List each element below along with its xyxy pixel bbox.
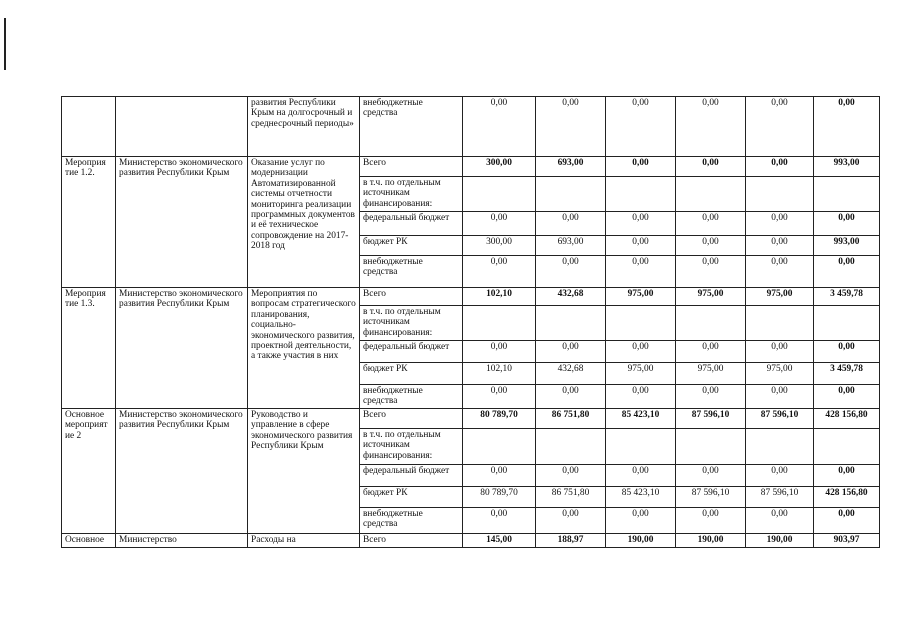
- year-value-cell: 0,00: [463, 97, 536, 157]
- year-value-cell: 0,00: [746, 464, 814, 486]
- year-value-cell: 0,00: [463, 507, 536, 533]
- year-value-cell: 0,00: [746, 97, 814, 157]
- funding-source-label: Всего: [360, 157, 463, 177]
- year-value-cell: [536, 428, 606, 464]
- table-row: [62, 288, 880, 306]
- year-value-cell: 975,00: [676, 363, 746, 385]
- total-value-cell: 993,00: [814, 236, 880, 256]
- total-value-cell: 3 459,78: [814, 363, 880, 385]
- total-value-cell: 0,00: [814, 212, 880, 236]
- year-value-cell: 0,00: [676, 256, 746, 288]
- year-value-cell: [536, 177, 606, 212]
- year-value-cell: 80 789,70: [463, 486, 536, 507]
- year-value-cell: 0,00: [606, 385, 676, 409]
- year-value-cell: [463, 306, 536, 341]
- funding-source-label: бюджет РК: [360, 363, 463, 385]
- year-value-cell: 86 751,80: [536, 408, 606, 428]
- funding-source-label: федеральный бюджет: [360, 341, 463, 363]
- year-value-cell: 0,00: [676, 236, 746, 256]
- table-row: [62, 157, 880, 177]
- funding-source-label: в т.ч. по отдельным источникам финансирования:: [360, 428, 463, 464]
- year-value-cell: 102,10: [463, 363, 536, 385]
- total-value-cell: 0,00: [814, 464, 880, 486]
- year-value-cell: 188,97: [536, 533, 606, 547]
- year-value-cell: 975,00: [676, 288, 746, 306]
- year-value-cell: 87 596,10: [676, 486, 746, 507]
- year-value-cell: 86 751,80: [536, 486, 606, 507]
- year-value-cell: 0,00: [676, 464, 746, 486]
- budget-table: [61, 96, 880, 548]
- year-value-cell: 0,00: [536, 256, 606, 288]
- year-value-cell: [463, 428, 536, 464]
- funding-source-label: бюджет РК: [360, 486, 463, 507]
- funding-source-label: внебюджетные средства: [360, 256, 463, 288]
- table-row: [62, 533, 880, 547]
- year-value-cell: 0,00: [463, 341, 536, 363]
- year-value-cell: 0,00: [746, 507, 814, 533]
- year-value-cell: 0,00: [463, 385, 536, 409]
- year-value-cell: 145,00: [463, 533, 536, 547]
- measure-name-cell: развития Республики Крым на долгосрочный и среднесрочный периоды»: [248, 97, 360, 157]
- year-value-cell: 0,00: [676, 385, 746, 409]
- year-value-cell: 0,00: [746, 236, 814, 256]
- executor-cell: Министерство экономического развития Республики Крым: [116, 408, 248, 533]
- funding-source-label: Всего: [360, 533, 463, 547]
- total-value-cell: 428 156,80: [814, 486, 880, 507]
- year-value-cell: 0,00: [536, 341, 606, 363]
- year-value-cell: 0,00: [606, 341, 676, 363]
- funding-source-label: в т.ч. по отдельным источникам финансирования:: [360, 306, 463, 341]
- funding-source-label: в т.ч. по отдельным источникам финансирования:: [360, 177, 463, 212]
- measure-code-cell: Основное мероприят ие 2: [62, 408, 116, 533]
- year-value-cell: 0,00: [606, 157, 676, 177]
- measure-name-cell: Расходы на: [248, 533, 360, 547]
- year-value-cell: 0,00: [676, 341, 746, 363]
- year-value-cell: 0,00: [676, 212, 746, 236]
- total-value-cell: [814, 306, 880, 341]
- year-value-cell: 0,00: [676, 157, 746, 177]
- year-value-cell: 975,00: [746, 288, 814, 306]
- year-value-cell: 0,00: [536, 97, 606, 157]
- year-value-cell: 0,00: [536, 507, 606, 533]
- scan-edge-mark: [4, 18, 6, 70]
- year-value-cell: 0,00: [746, 385, 814, 409]
- year-value-cell: [606, 428, 676, 464]
- year-value-cell: 85 423,10: [606, 408, 676, 428]
- measure-name-cell: Мероприятия по вопросам стратегического планирования, социально-экономического развития, проектной деятельности, а также участия в них: [248, 288, 360, 409]
- total-value-cell: 428 156,80: [814, 408, 880, 428]
- year-value-cell: [676, 177, 746, 212]
- year-value-cell: 0,00: [606, 212, 676, 236]
- executor-cell: Министерство экономического развития Республики Крым: [116, 157, 248, 288]
- year-value-cell: 0,00: [536, 385, 606, 409]
- funding-source-label: федеральный бюджет: [360, 212, 463, 236]
- measure-code-cell: Основное: [62, 533, 116, 547]
- total-value-cell: [814, 177, 880, 212]
- total-value-cell: 0,00: [814, 256, 880, 288]
- year-value-cell: 975,00: [746, 363, 814, 385]
- year-value-cell: 300,00: [463, 157, 536, 177]
- year-value-cell: 85 423,10: [606, 486, 676, 507]
- year-value-cell: 0,00: [606, 97, 676, 157]
- year-value-cell: 0,00: [746, 341, 814, 363]
- total-value-cell: 0,00: [814, 97, 880, 157]
- year-value-cell: [746, 306, 814, 341]
- year-value-cell: 0,00: [463, 256, 536, 288]
- year-value-cell: 693,00: [536, 236, 606, 256]
- year-value-cell: 102,10: [463, 288, 536, 306]
- total-value-cell: 993,00: [814, 157, 880, 177]
- year-value-cell: 190,00: [606, 533, 676, 547]
- table-row: [62, 408, 880, 428]
- year-value-cell: 0,00: [536, 464, 606, 486]
- year-value-cell: 0,00: [676, 507, 746, 533]
- year-value-cell: 0,00: [676, 97, 746, 157]
- year-value-cell: 0,00: [606, 236, 676, 256]
- year-value-cell: 87 596,10: [746, 486, 814, 507]
- year-value-cell: 432,68: [536, 288, 606, 306]
- executor-cell: Министерство экономического развития Республики Крым: [116, 288, 248, 409]
- year-value-cell: 87 596,10: [746, 408, 814, 428]
- year-value-cell: 190,00: [676, 533, 746, 547]
- total-value-cell: 0,00: [814, 507, 880, 533]
- executor-cell: Министерство: [116, 533, 248, 547]
- year-value-cell: 300,00: [463, 236, 536, 256]
- year-value-cell: [463, 177, 536, 212]
- total-value-cell: 0,00: [814, 385, 880, 409]
- year-value-cell: 0,00: [746, 212, 814, 236]
- year-value-cell: 0,00: [536, 212, 606, 236]
- year-value-cell: 190,00: [746, 533, 814, 547]
- year-value-cell: 80 789,70: [463, 408, 536, 428]
- year-value-cell: [746, 177, 814, 212]
- funding-source-label: Всего: [360, 288, 463, 306]
- year-value-cell: 975,00: [606, 363, 676, 385]
- funding-source-label: Всего: [360, 408, 463, 428]
- funding-source-label: бюджет РК: [360, 236, 463, 256]
- year-value-cell: 693,00: [536, 157, 606, 177]
- year-value-cell: [606, 177, 676, 212]
- year-value-cell: 0,00: [606, 256, 676, 288]
- executor-cell: [116, 97, 248, 157]
- funding-source-label: внебюджетные средства: [360, 507, 463, 533]
- total-value-cell: 903,97: [814, 533, 880, 547]
- year-value-cell: 0,00: [463, 212, 536, 236]
- funding-source-label: федеральный бюджет: [360, 464, 463, 486]
- total-value-cell: 0,00: [814, 341, 880, 363]
- year-value-cell: 0,00: [463, 464, 536, 486]
- measure-name-cell: Оказание услуг по модернизации Автоматизированной системы отчетности мониторинга реализации программных документов и её техническое сопровождение на 2017-2018 год: [248, 157, 360, 288]
- year-value-cell: [606, 306, 676, 341]
- year-value-cell: [676, 306, 746, 341]
- total-value-cell: 3 459,78: [814, 288, 880, 306]
- year-value-cell: 0,00: [746, 256, 814, 288]
- measure-code-cell: Мероприя тие 1.3.: [62, 288, 116, 409]
- table-row: [62, 97, 880, 157]
- year-value-cell: 0,00: [606, 464, 676, 486]
- year-value-cell: [676, 428, 746, 464]
- year-value-cell: 432,68: [536, 363, 606, 385]
- budget-table-body: [62, 97, 880, 548]
- year-value-cell: [746, 428, 814, 464]
- measure-code-cell: [62, 97, 116, 157]
- year-value-cell: 975,00: [606, 288, 676, 306]
- funding-source-label: внебюджетные средства: [360, 97, 463, 157]
- measure-code-cell: Мероприя тие 1.2.: [62, 157, 116, 288]
- funding-source-label: внебюджетные средства: [360, 385, 463, 409]
- year-value-cell: [536, 306, 606, 341]
- year-value-cell: 0,00: [606, 507, 676, 533]
- total-value-cell: [814, 428, 880, 464]
- year-value-cell: 0,00: [746, 157, 814, 177]
- year-value-cell: 87 596,10: [676, 408, 746, 428]
- measure-name-cell: Руководство и управление в сфере экономического развития Республики Крым: [248, 408, 360, 533]
